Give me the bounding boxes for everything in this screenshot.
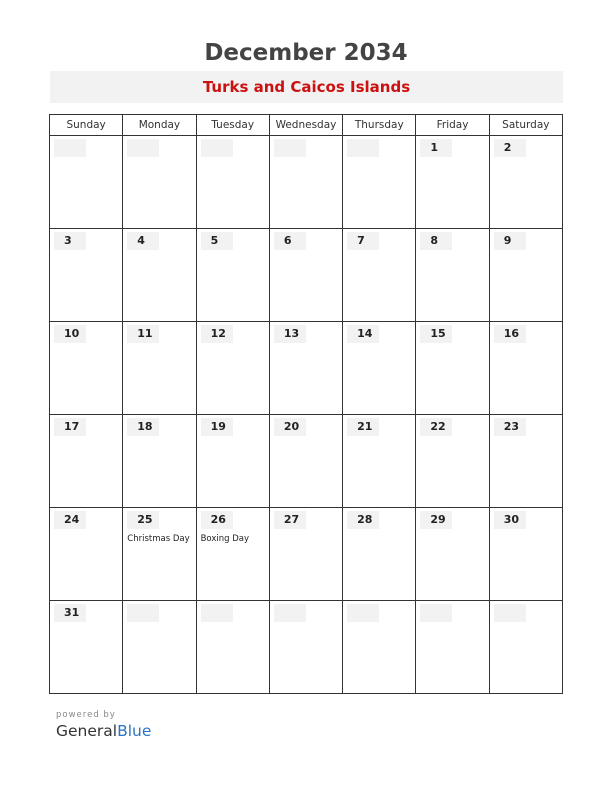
day-number-box (420, 418, 452, 436)
day-cell[interactable] (50, 229, 123, 322)
day-number-box (274, 232, 306, 250)
day-number-box (201, 325, 233, 343)
day-cell[interactable] (123, 415, 196, 508)
day-number: 25 (137, 513, 153, 526)
day-cell[interactable] (416, 415, 489, 508)
day-number (127, 604, 159, 622)
day-cell[interactable] (196, 229, 269, 322)
day-number-box (494, 604, 526, 622)
day-number-box (274, 604, 306, 622)
day-cell[interactable] (269, 136, 342, 229)
day-number (347, 604, 379, 622)
day-cell[interactable] (343, 601, 416, 694)
brand-name-part1: General (56, 722, 118, 740)
day-cell[interactable] (416, 322, 489, 415)
day-cell[interactable] (269, 601, 342, 694)
day-cell[interactable] (196, 322, 269, 415)
day-number: 18 (137, 420, 153, 433)
day-cell[interactable] (123, 601, 196, 694)
day-number: 3 (64, 234, 72, 247)
week-row (50, 229, 563, 322)
holiday-label: Boxing Day (200, 534, 249, 544)
day-number-box (494, 418, 526, 436)
day-number-box (420, 139, 452, 157)
day-cell[interactable] (489, 136, 562, 229)
day-cell[interactable] (489, 508, 562, 601)
day-cell[interactable] (416, 601, 489, 694)
day-cell[interactable] (416, 229, 489, 322)
day-number: 5 (210, 234, 219, 247)
day-number (420, 604, 452, 622)
day-number (274, 604, 306, 622)
day-cell[interactable] (269, 229, 342, 322)
day-number: 11 (137, 327, 153, 340)
day-number-box (494, 232, 526, 250)
day-cell[interactable] (343, 415, 416, 508)
day-cell[interactable] (416, 508, 489, 601)
day-number (201, 604, 233, 622)
weekday-header-row (50, 115, 563, 136)
day-cell[interactable] (50, 601, 123, 694)
day-number: 28 (357, 513, 373, 526)
week-row (50, 601, 563, 694)
day-number-box (347, 418, 379, 436)
day-number: 27 (283, 513, 300, 526)
day-number-box (201, 604, 233, 622)
day-cell[interactable] (269, 508, 342, 601)
holiday-label: Christmas Day (127, 534, 190, 544)
calendar-grid (49, 114, 563, 694)
day-cell[interactable] (123, 508, 196, 601)
day-number: 20 (283, 420, 300, 433)
day-number-box (54, 604, 86, 622)
day-number-box (420, 325, 452, 343)
country-name: Turks and Caicos Islands (202, 78, 411, 96)
day-number-box (347, 604, 379, 622)
day-number: 22 (430, 420, 446, 433)
day-number-box (127, 139, 159, 157)
day-number-box (347, 232, 379, 250)
day-cell[interactable] (416, 136, 489, 229)
day-number: 26 (210, 513, 226, 526)
brand-logo[interactable] (56, 721, 151, 741)
day-number-box (127, 511, 159, 529)
day-number-box (420, 604, 452, 622)
day-cell[interactable] (343, 229, 416, 322)
day-number-box (347, 325, 379, 343)
day-number: 15 (430, 327, 446, 340)
day-number (54, 139, 86, 157)
day-cell[interactable] (50, 508, 123, 601)
day-number-box (347, 511, 379, 529)
brand-name-part2: Blue (117, 722, 152, 740)
day-number-box (494, 139, 526, 157)
day-cell[interactable] (123, 229, 196, 322)
day-number: 14 (357, 327, 373, 340)
day-cell[interactable] (196, 508, 269, 601)
day-number: 16 (503, 327, 519, 340)
day-cell[interactable] (123, 322, 196, 415)
day-number-box (201, 139, 233, 157)
day-number-box (201, 511, 233, 529)
day-number-box (274, 418, 306, 436)
day-number (201, 139, 233, 157)
weekday-header: Tuesday (196, 115, 269, 136)
day-number-box (274, 511, 306, 529)
day-number-box (494, 511, 526, 529)
day-number: 6 (283, 234, 292, 247)
day-number-box (274, 325, 306, 343)
day-number: 10 (64, 327, 80, 340)
day-number-box (201, 232, 233, 250)
country-banner (50, 71, 563, 103)
day-number-box (127, 325, 159, 343)
day-number: 29 (430, 513, 446, 526)
day-number: 23 (503, 420, 519, 433)
day-cell[interactable] (343, 508, 416, 601)
day-number-box (54, 139, 86, 157)
day-cell[interactable] (196, 136, 269, 229)
day-cell[interactable] (196, 601, 269, 694)
day-cell[interactable] (269, 322, 342, 415)
weekday-header: Saturday (489, 115, 562, 136)
day-number-box (54, 232, 86, 250)
day-number: 9 (503, 234, 512, 247)
day-cell[interactable] (50, 136, 123, 229)
day-cell[interactable] (489, 415, 562, 508)
day-number-box (420, 511, 452, 529)
day-number (347, 139, 379, 157)
day-number: 19 (210, 420, 226, 433)
day-number-box (127, 232, 159, 250)
day-number-box (494, 325, 526, 343)
week-row (50, 415, 563, 508)
day-cell[interactable] (123, 136, 196, 229)
day-number: 21 (357, 420, 373, 433)
day-number (274, 139, 306, 157)
footer-branding (56, 709, 151, 741)
day-number-box (347, 139, 379, 157)
powered-by-text: powered by (56, 710, 116, 720)
weekday-header: Thursday (343, 115, 416, 136)
calendar-title: December 2034 (204, 40, 408, 66)
day-cell[interactable] (489, 322, 562, 415)
day-number: 12 (210, 327, 226, 340)
day-number-box (201, 418, 233, 436)
day-number: 8 (430, 234, 439, 247)
week-row (50, 136, 563, 229)
day-cell[interactable] (343, 322, 416, 415)
day-number-box (274, 139, 306, 157)
day-cell[interactable] (489, 229, 562, 322)
day-number-box (54, 418, 86, 436)
day-number: 2 (503, 141, 512, 154)
day-number: 13 (283, 327, 300, 340)
week-row (50, 322, 563, 415)
day-number (494, 604, 526, 622)
day-cell[interactable] (50, 322, 123, 415)
day-number (127, 139, 159, 157)
day-number-box (127, 604, 159, 622)
day-number-box (54, 325, 86, 343)
day-number-box (54, 511, 86, 529)
week-row (50, 508, 563, 601)
day-number: 31 (64, 606, 80, 619)
day-number: 24 (64, 513, 80, 526)
day-cell[interactable] (196, 415, 269, 508)
day-cell[interactable] (489, 601, 562, 694)
weekday-header: Sunday (50, 115, 123, 136)
day-number: 7 (357, 234, 365, 247)
day-number: 1 (430, 141, 439, 154)
day-cell[interactable] (50, 415, 123, 508)
day-number-box (420, 232, 452, 250)
day-number-box (127, 418, 159, 436)
day-cell[interactable] (343, 136, 416, 229)
day-cell[interactable] (269, 415, 342, 508)
weekday-header: Monday (123, 115, 196, 136)
weekday-header: Wednesday (269, 115, 342, 136)
weekday-header: Friday (416, 115, 489, 136)
day-number: 4 (137, 234, 145, 247)
day-number: 30 (503, 513, 519, 526)
day-number: 17 (64, 420, 80, 433)
